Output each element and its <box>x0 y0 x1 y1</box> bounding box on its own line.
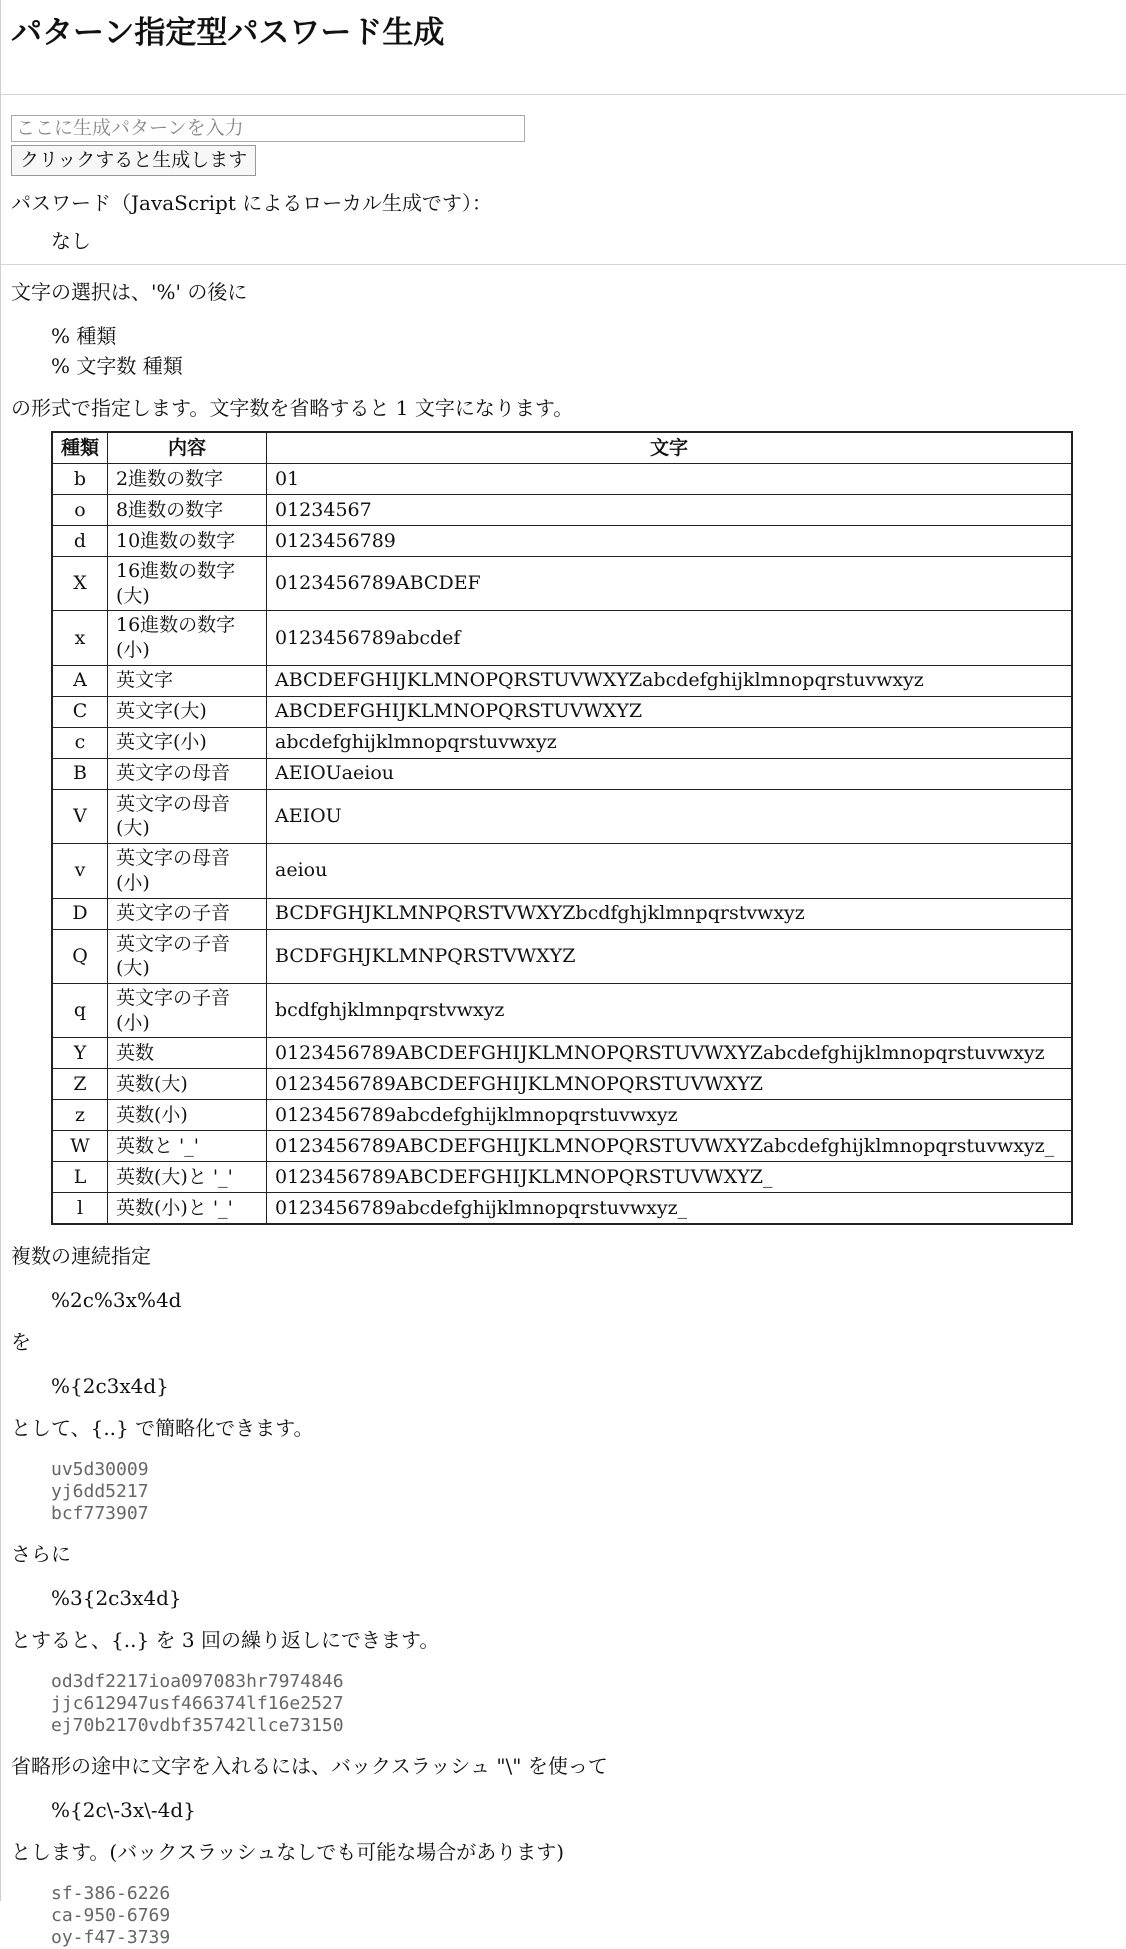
chars-cell: 0123456789 <box>267 526 1073 557</box>
table-row <box>52 983 1072 1037</box>
type-cell: Z <box>52 1069 108 1100</box>
chars-cell: 0123456789abcdef <box>267 611 1073 665</box>
type-cell: b <box>52 464 108 495</box>
table-row <box>52 495 1072 526</box>
chars-cell: ABCDEFGHIJKLMNOPQRSTUVWXYZ <box>267 696 1073 727</box>
generate-button[interactable]: クリックすると生成します <box>11 145 256 176</box>
braces-note: として、{..} で簡略化できます。 <box>11 1416 314 1441</box>
intro-text-2: の形式で指定します。文字数を省略すると 1 文字になります。 <box>11 396 574 420</box>
sample-line: jjc612947usf466374lf16e2527 <box>51 1693 344 1715</box>
chars-cell: ABCDEFGHIJKLMNOPQRSTUVWXYZabcdefghijklmnopqrstuvwxyz <box>267 665 1073 696</box>
pattern-input[interactable] <box>11 115 525 142</box>
braces-example: %{2c3x4d} <box>51 1374 169 1399</box>
chars-cell: 0123456789abcdefghijklmnopqrstuvwxyz <box>267 1100 1073 1131</box>
chars-cell: AEIOU <box>267 789 1073 843</box>
type-cell: Y <box>52 1038 108 1069</box>
divider <box>1 94 1126 95</box>
backslash-example: %{2c\-3x\-4d} <box>51 1798 196 1823</box>
desc-cell: 英文字の子音 <box>108 898 267 929</box>
page <box>1 0 1126 1949</box>
table-row <box>52 929 1072 983</box>
header-desc: 内容 <box>108 432 267 464</box>
sample-line: od3df2217ioa097083hr7974846 <box>51 1671 344 1693</box>
table-row <box>52 1069 1072 1100</box>
sample-line: bcf773907 <box>51 1503 149 1525</box>
header-type: 種類 <box>52 432 108 464</box>
chars-cell: abcdefghijklmnopqrstuvwxyz <box>267 727 1073 758</box>
desc-cell: 英数(小)と '_' <box>108 1193 267 1225</box>
sample-output-2 <box>11 1671 1116 1737</box>
desc-cell: 英文字の子音(小) <box>108 983 267 1037</box>
table-row <box>52 727 1072 758</box>
type-cell: C <box>52 696 108 727</box>
table-row <box>52 844 1072 898</box>
desc-cell: 英文字の子音(大) <box>108 929 267 983</box>
table-row <box>52 758 1072 789</box>
table-row <box>52 1193 1072 1225</box>
table-row <box>52 611 1072 665</box>
format-item: % 文字数 種類 <box>51 354 183 378</box>
desc-cell: 2進数の数字 <box>108 464 267 495</box>
desc-cell: 英文字(小) <box>108 727 267 758</box>
desc-cell: 英文字の母音(大) <box>108 789 267 843</box>
desc-cell: 英数(大) <box>108 1069 267 1100</box>
multi-example: %2c%3x%4d <box>51 1288 182 1313</box>
type-cell: X <box>52 557 108 611</box>
type-cell: d <box>52 526 108 557</box>
repeat-example: %3{2c3x4d} <box>51 1586 182 1611</box>
chars-cell: aeiou <box>267 844 1073 898</box>
format-list <box>11 321 1116 381</box>
table-row <box>52 1131 1072 1162</box>
divider <box>1 264 1126 265</box>
type-cell: v <box>52 844 108 898</box>
wo-text: を <box>11 1330 31 1355</box>
desc-cell: 英数と '_' <box>108 1131 267 1162</box>
type-cell: Q <box>52 929 108 983</box>
desc-cell: 英文字の母音(小) <box>108 844 267 898</box>
chars-cell: BCDFGHJKLMNPQRSTVWXYZbcdfghjklmnpqrstvwxyz <box>267 898 1073 929</box>
password-output: なし <box>51 229 91 253</box>
section-multi: 複数の連続指定 <box>11 1244 151 1269</box>
table-row <box>52 789 1072 843</box>
desc-cell: 英数 <box>108 1038 267 1069</box>
desc-cell: 英文字(大) <box>108 696 267 727</box>
table-header-row <box>52 432 1072 464</box>
table-row <box>52 696 1072 727</box>
chars-cell: bcdfghjklmnpqrstvwxyz <box>267 983 1073 1037</box>
type-cell: z <box>52 1100 108 1131</box>
table-row <box>52 526 1072 557</box>
type-cell: c <box>52 727 108 758</box>
type-cell: o <box>52 495 108 526</box>
type-cell: W <box>52 1131 108 1162</box>
generator-form <box>11 112 1116 176</box>
repeat-note: とすると、{..} を 3 回の繰り返しにできます。 <box>11 1628 440 1653</box>
type-cell: L <box>52 1162 108 1193</box>
chars-cell: AEIOUaeiou <box>267 758 1073 789</box>
desc-cell: 16進数の数字(小) <box>108 611 267 665</box>
type-cell: q <box>52 983 108 1037</box>
sample-output-3 <box>11 1883 1116 1949</box>
backslash-note: とします。(バックスラッシュなしでも可能な場合があります) <box>11 1840 565 1865</box>
table-row <box>52 1162 1072 1193</box>
type-cell: D <box>52 898 108 929</box>
desc-cell: 10進数の数字 <box>108 526 267 557</box>
desc-cell: 英数(大)と '_' <box>108 1162 267 1193</box>
chars-cell: 01234567 <box>267 495 1073 526</box>
further-text: さらに <box>11 1542 71 1567</box>
chars-cell: 0123456789ABCDEF <box>267 557 1073 611</box>
type-cell: B <box>52 758 108 789</box>
type-cell: l <box>52 1193 108 1225</box>
sample-line: oy-f47-3739 <box>51 1927 171 1949</box>
sample-line: yj6dd5217 <box>51 1481 149 1503</box>
sample-output-1 <box>11 1459 1116 1525</box>
sample-line: ej70b2170vdbf35742llce73150 <box>51 1715 344 1737</box>
table-row <box>52 1100 1072 1131</box>
desc-cell: 英文字の母音 <box>108 758 267 789</box>
intro-text: 文字の選択は、'%' の後に <box>11 280 248 304</box>
table-row <box>52 665 1072 696</box>
header-chars: 文字 <box>267 432 1073 464</box>
table-row <box>52 464 1072 495</box>
chars-cell: 0123456789ABCDEFGHIJKLMNOPQRSTUVWXYZ <box>267 1069 1073 1100</box>
chars-cell: 0123456789ABCDEFGHIJKLMNOPQRSTUVWXYZabcdefghijklmnopqrstuvwxyz <box>267 1038 1073 1069</box>
table-row <box>52 1038 1072 1069</box>
sample-line: ca-950-6769 <box>51 1905 171 1927</box>
desc-cell: 英文字 <box>108 665 267 696</box>
type-cell: x <box>52 611 108 665</box>
table-row <box>52 557 1072 611</box>
chars-cell: 01 <box>267 464 1073 495</box>
chars-cell: 0123456789abcdefghijklmnopqrstuvwxyz_ <box>267 1193 1073 1225</box>
type-cell: A <box>52 665 108 696</box>
password-label: パスワード（JavaScript によるローカル生成です）： <box>11 191 492 215</box>
desc-cell: 16進数の数字(大) <box>108 557 267 611</box>
sample-line: uv5d30009 <box>51 1459 149 1481</box>
char-type-table <box>51 431 1073 1225</box>
chars-cell: 0123456789ABCDEFGHIJKLMNOPQRSTUVWXYZabcdefghijklmnopqrstuvwxyz_ <box>267 1131 1073 1162</box>
desc-cell: 8進数の数字 <box>108 495 267 526</box>
type-cell: V <box>52 789 108 843</box>
chars-cell: 0123456789ABCDEFGHIJKLMNOPQRSTUVWXYZ_ <box>267 1162 1073 1193</box>
sample-line: sf-386-6226 <box>51 1883 171 1905</box>
table-row <box>52 898 1072 929</box>
desc-cell: 英数(小) <box>108 1100 267 1131</box>
backslash-intro: 省略形の途中に文字を入れるには、バックスラッシュ "\" を使って <box>11 1754 608 1779</box>
format-item: % 種類 <box>51 324 117 348</box>
chars-cell: BCDFGHJKLMNPQRSTVWXYZ <box>267 929 1073 983</box>
page-title: パターン指定型パスワード生成 <box>11 15 445 51</box>
